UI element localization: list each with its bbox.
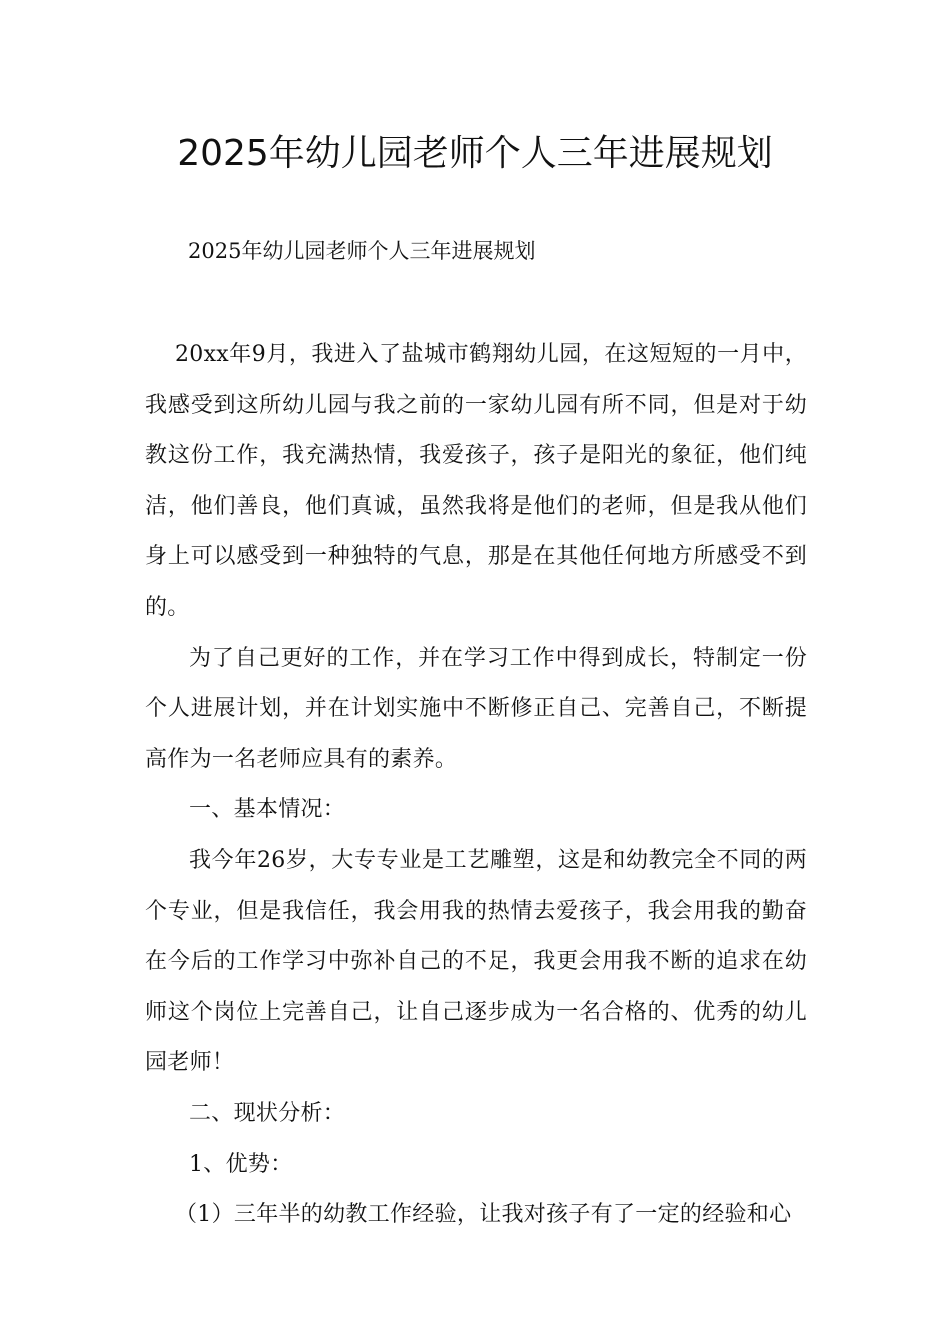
paragraph-basic-info: 我今年26岁，大专专业是工艺雕塑，这是和幼教完全不同的两个专业，但是我信任，我会用我的热情去爱孩子，我会用我的勤奋在今后的工作学习中弥补自己的不足，我更会用我不断的追求在幼师这个岗位上完善自己，让自己逐步成为一名合格的、优秀的幼儿园老师！ [145, 847, 807, 1076]
document-subtitle: 2025年幼儿园老师个人三年进展规划 [188, 239, 536, 263]
subsection-heading-strengths: 1、优势： [189, 1151, 293, 1177]
section-heading-analysis: 二、现状分析： [189, 1100, 346, 1126]
paragraph-purpose: 为了自己更好的工作，并在学习工作中得到成长，特制定一份个人进展计划，并在计划实施中不断修正自己、完善自己，不断提高作为一名老师应具有的素养。 [145, 645, 807, 772]
section-heading-basic-info: 一、基本情况： [189, 797, 346, 823]
list-item-strength-1: （1）三年半的幼教工作经验，让我对孩子有了一定的经验和心 [175, 1202, 792, 1228]
document-body [145, 330, 807, 1241]
paragraph-intro: 20xx年9月，我进入了盐城市鹤翔幼儿园，在这短短的一月中，我感受到这所幼儿园与我之前的一家幼儿园有所不同，但是对于幼教这份工作，我充满热情，我爱孩子，孩子是阳光的象征，他们纯洁，他们善良，他们真诚，虽然我将是他们的老师，但是我从他们身上可以感受到一种独特的气息，那是在其他任何地方所感受不到的。 [145, 342, 807, 620]
document-title: 2025年幼儿园老师个人三年进展规划 [177, 133, 773, 174]
